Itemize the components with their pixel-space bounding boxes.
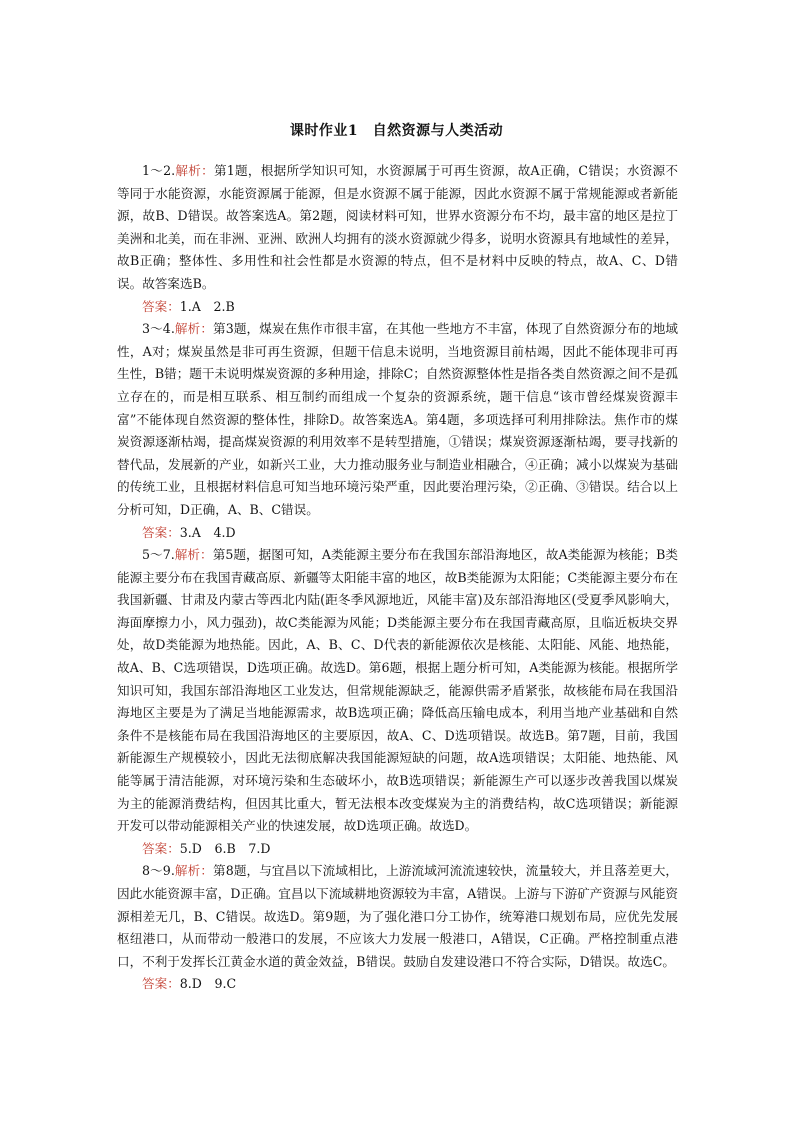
answer-label: 答案：	[142, 298, 180, 314]
analysis-label: 解析：	[174, 547, 213, 563]
analysis-text: 第1题，根据所学知识可知，水资源属于可再生资源，故A正确，C错误；水资源不等同于水能资源，水能资源属于能源，但是水资源不属于能源，因此水资源不属于常规能源或者新能源，故B、D错误。故答案选A。第2题，阅读材料可知，世界水资源分布不均，最丰富的地区是拉丁美洲和北美，而在非洲、亚洲、欧洲人均拥有的淡水资源就少得多，说明水资源具有地域性的差异，故B正确；整体性、多用性和社会性都是水资源的特点，但不是材料中反映的特点，故A、C、D错误。故答案选B。	[117, 163, 679, 291]
answer-value: 5.D 6.B 7.D	[179, 840, 271, 856]
answer-line	[117, 973, 678, 996]
analysis-text: 第3题，煤炭在焦作市很丰富，在其他一些地方不丰富，体现了自然资源分布的地域性，A对；煤炭虽然是非可再生资源，但题干信息未说明，当地资源目前枯竭，因此不能体现非可再生性，B错；题干未说明煤炭资源的多种用途，排除C；自然资源整体性是指各类自然资源之间不是孤立存在的，而是相互联系、相互制约而组成一个复杂的资源系统，题干信息“该市曾经煤炭资源丰富”不能体现自然资源的整体性，排除D。故答案选A。第4题，多项选择可利用排除法。焦作市的煤炭资源逐渐枯竭，提高煤炭资源的利用效率不是转型措施，①错误；煤炭资源逐渐枯竭，要寻找新的替代品，发展新的产业，如新兴工业，大力推动服务业与制造业相融合，④正确；减小以煤炭为基础的传统工业，且根据材料信息可知当地环境污染严重，因此要治理污染，②正确、③错误。结合以上分析可知，D正确，A、B、C错误。	[117, 321, 679, 517]
question-range: 5～7.	[142, 547, 175, 563]
answer-line	[117, 838, 678, 861]
question-range: 8～9.	[142, 863, 175, 879]
page-title: 课时作业1 自然资源与人类活动	[289, 123, 504, 139]
analysis-text: 第8题，与宜昌以下流域相比，上游流域河流流速较快，流量较大，并且落差更大，因此水能资源丰富，D正确。宜昌以下流域耕地资源较为丰富，A错误。上游与下游矿产资源与风能资源相差无几，B、C错误。故选D。第9题，为了强化港口分工协作，统筹港口规划布局，应优先发展枢纽港口，从而带动一般港口的发展，不应该大力发展一般港口，A错误，C正确。严格控制重点港口，不利于发挥长江黄金水道的黄金效益，B错误。鼓励自发建设港口不符合实际，D错误。故选C。	[117, 863, 679, 969]
answer-value: 3.A 4.D	[179, 524, 236, 540]
answer-label: 答案：	[142, 976, 180, 992]
analysis-label: 解析：	[174, 321, 214, 337]
analysis-label: 解析：	[175, 163, 214, 178]
document-body	[117, 160, 678, 996]
answer-line	[117, 296, 678, 319]
answer-label: 答案：	[142, 524, 180, 540]
explanation-paragraph	[117, 318, 678, 521]
analysis-text: 第5题，据图可知，A类能源主要分布在我国东部沿海地区，故A类能源为核能；B类能源主要分布在我国青藏高原、新疆等太阳能丰富的地区，故B类能源为太阳能；C类能源主要分布在我国新疆、甘肃及内蒙古等西北内陆(距冬季风源地近，风能丰富)及东部沿海地区(受夏季风影响大，海面摩擦力小，风力强劲)，故C类能源为风能；D类能源主要分布在我国青藏高原，且临近板块交界处，故D类能源为地热能。因此，A、B、C、D代表的新能源依次是核能、太阳能、风能、地热能，故A、B、C选项错误，D选项正确。故选D。第6题，根据上题分析可知，A类能源为核能。根据所学知识可知，我国东部沿海地区工业发达，但常规能源缺乏，能源供需矛盾紧张，故核能布局在我国沿海地区主要是为了满足当地能源需求，故B选项正确；降低高压输电成本，利用当地产业基础和自然条件不是核能布局在我国沿海地区的主要原因，故A、C、D选项错误。故选B。第7题，目前，我国新能源生产规模较小，因此无法彻底解决我国能源短缺的问题，故A选项错误；太阳能、地热能、风能等属于清洁能源，对环境污染和生态破坏小，故B选项错误；新能源生产可以逐步改善我国以煤炭为主的能源消费结构，但因其比重大，暂无法根本改变煤炭为主的消费结构，故C选项错误；新能源开发可以带动能源相关产业的快速发展，故D选项正确。故选D。	[117, 547, 678, 834]
question-range: 1～2.	[142, 163, 176, 178]
answer-line	[117, 522, 678, 545]
answer-value: 8.D 9.C	[179, 976, 237, 992]
explanation-paragraph	[117, 544, 678, 838]
answer-value: 1.A 2.B	[179, 298, 235, 314]
question-range: 3～4.	[142, 321, 175, 337]
explanation-paragraph	[117, 160, 678, 296]
explanation-paragraph	[117, 860, 678, 973]
answer-label: 答案：	[142, 840, 180, 856]
analysis-label: 解析：	[174, 863, 214, 879]
